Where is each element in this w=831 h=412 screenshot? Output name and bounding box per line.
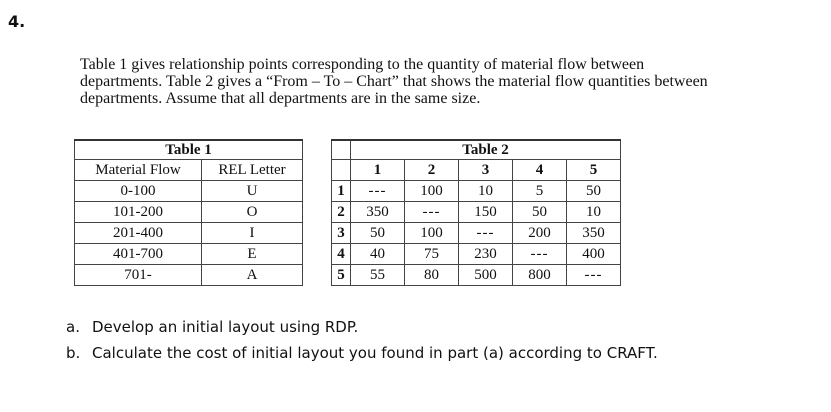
flow-cell: 200: [513, 223, 567, 244]
intro-line-3: departments. Assume that all departments are in the same size.: [80, 90, 481, 107]
flow-cell: ---: [459, 223, 513, 244]
table-1-header-material-flow: Material Flow: [75, 160, 202, 181]
to-dept-header: 4: [513, 160, 567, 181]
flow-cell: ---: [351, 181, 405, 202]
table-1-caption: Table 1: [75, 140, 303, 160]
table-1-rel-chart: [74, 139, 303, 286]
table-row: [332, 265, 621, 286]
intro-line-1: Table 1 gives relationship points corresponding to the quantity of material flow between: [80, 56, 645, 73]
problem-statement: [80, 56, 802, 107]
flow-cell: 50: [567, 181, 621, 202]
table-row: [332, 244, 621, 265]
intro-line-2: departments. Table 2 gives a “From – To – Chart” that shows the material flow quantities between: [80, 73, 708, 90]
flow-range-cell: 201-400: [75, 223, 202, 244]
flow-cell: ---: [567, 265, 621, 286]
flow-range-cell: 701-: [75, 265, 202, 286]
table-2-corner: [332, 140, 351, 160]
table-row: [332, 202, 621, 223]
table-2-from-to-chart: [331, 139, 621, 286]
flow-range-cell: 0-100: [75, 181, 202, 202]
flow-cell: 75: [405, 244, 459, 265]
table-row: [75, 265, 303, 286]
subquestion-b: [66, 344, 658, 362]
flow-cell: 150: [459, 202, 513, 223]
flow-cell: 800: [513, 265, 567, 286]
flow-cell: 100: [405, 181, 459, 202]
rel-letter-cell: A: [202, 265, 303, 286]
subquestion-a-label: a.: [66, 318, 80, 336]
flow-cell: 55: [351, 265, 405, 286]
to-dept-header: 5: [567, 160, 621, 181]
table-row: [332, 181, 621, 202]
to-dept-header: 2: [405, 160, 459, 181]
from-dept-header: 5: [332, 265, 351, 286]
flow-cell: ---: [405, 202, 459, 223]
flow-cell: 230: [459, 244, 513, 265]
from-dept-header: 3: [332, 223, 351, 244]
flow-cell: 50: [513, 202, 567, 223]
subquestion-a: [66, 318, 358, 336]
rel-letter-cell: O: [202, 202, 303, 223]
table-row: [75, 223, 303, 244]
table-row: [75, 244, 303, 265]
from-dept-header: 4: [332, 244, 351, 265]
rel-letter-cell: U: [202, 181, 303, 202]
subquestion-a-text: Develop an initial layout using RDP.: [92, 318, 359, 336]
flow-cell: 10: [567, 202, 621, 223]
flow-cell: 100: [405, 223, 459, 244]
flow-cell: 80: [405, 265, 459, 286]
flow-cell: 350: [351, 202, 405, 223]
table-2-corner-blank: [332, 160, 351, 181]
flow-range-cell: 401-700: [75, 244, 202, 265]
table-row: [75, 181, 303, 202]
table-row: [332, 223, 621, 244]
table-2-caption: Table 2: [351, 140, 621, 160]
flow-range-cell: 101-200: [75, 202, 202, 223]
flow-cell: 350: [567, 223, 621, 244]
subquestion-b-text: Calculate the cost of initial layout you found in part (a) according to CRAFT.: [92, 344, 658, 362]
rel-letter-cell: E: [202, 244, 303, 265]
flow-cell: 40: [351, 244, 405, 265]
rel-letter-cell: I: [202, 223, 303, 244]
table-1-header-rel-letter: REL Letter: [202, 160, 303, 181]
to-dept-header: 3: [459, 160, 513, 181]
from-dept-header: 1: [332, 181, 351, 202]
from-dept-header: 2: [332, 202, 351, 223]
to-dept-header: 1: [351, 160, 405, 181]
flow-cell: 10: [459, 181, 513, 202]
flow-cell: 50: [351, 223, 405, 244]
flow-cell: 500: [459, 265, 513, 286]
flow-cell: ---: [513, 244, 567, 265]
table-row: [75, 202, 303, 223]
flow-cell: 400: [567, 244, 621, 265]
question-number: 4.: [8, 12, 26, 31]
subquestion-b-label: b.: [66, 344, 81, 362]
flow-cell: 5: [513, 181, 567, 202]
